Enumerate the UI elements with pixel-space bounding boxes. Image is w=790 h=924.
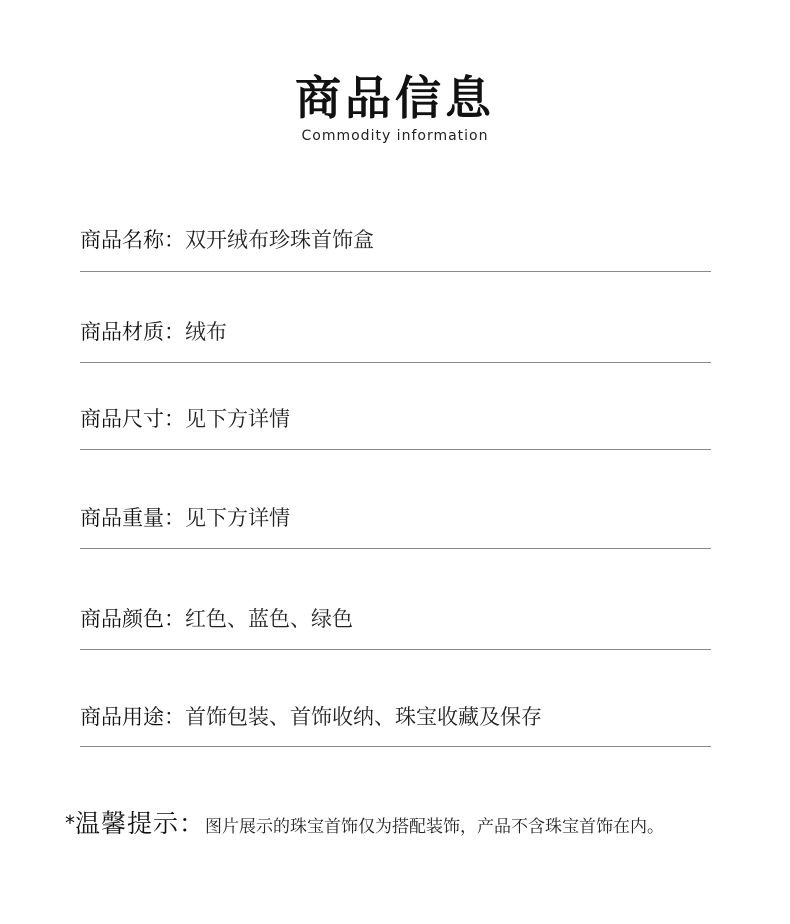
row-divider: [80, 449, 711, 450]
row-label: 商品名称：: [80, 228, 185, 252]
row-value: 见下方详情: [185, 407, 290, 431]
page-title: 商品信息: [295, 71, 495, 125]
row-value: 见下方详情: [185, 506, 290, 530]
info-row-color: [80, 604, 711, 644]
info-row-name: [80, 225, 711, 265]
row-value: 红色、蓝色、绿色: [185, 607, 353, 631]
row-value: 双开绒布珍珠首饰盒: [185, 228, 374, 252]
info-row-material: [80, 317, 711, 357]
row-divider: [80, 649, 711, 650]
row-value: 绒布: [185, 320, 227, 344]
info-row-size: [80, 404, 711, 444]
info-row-weight: [80, 503, 711, 543]
tip-label: 温馨提示：: [75, 809, 206, 838]
row-divider: [80, 548, 711, 549]
row-label: 商品材质：: [80, 320, 185, 344]
row-divider: [80, 746, 711, 747]
row-divider: [80, 362, 711, 363]
row-label: 商品尺寸：: [80, 407, 185, 431]
tip-text: 图片展示的珠宝首饰仅为搭配装饰，产品不含珠宝首饰在内。: [205, 817, 665, 837]
row-label: 商品用途：: [80, 705, 185, 729]
asterisk-mark: *: [65, 811, 75, 835]
tip-note: [65, 805, 780, 845]
row-divider: [80, 271, 711, 272]
row-label: 商品颜色：: [80, 607, 185, 631]
info-row-usage: [80, 702, 711, 742]
row-value: 首饰包装、首饰收纳、珠宝收藏及保存: [185, 705, 542, 729]
row-label: 商品重量：: [80, 506, 185, 530]
page-subtitle: Commodity information: [301, 128, 489, 144]
